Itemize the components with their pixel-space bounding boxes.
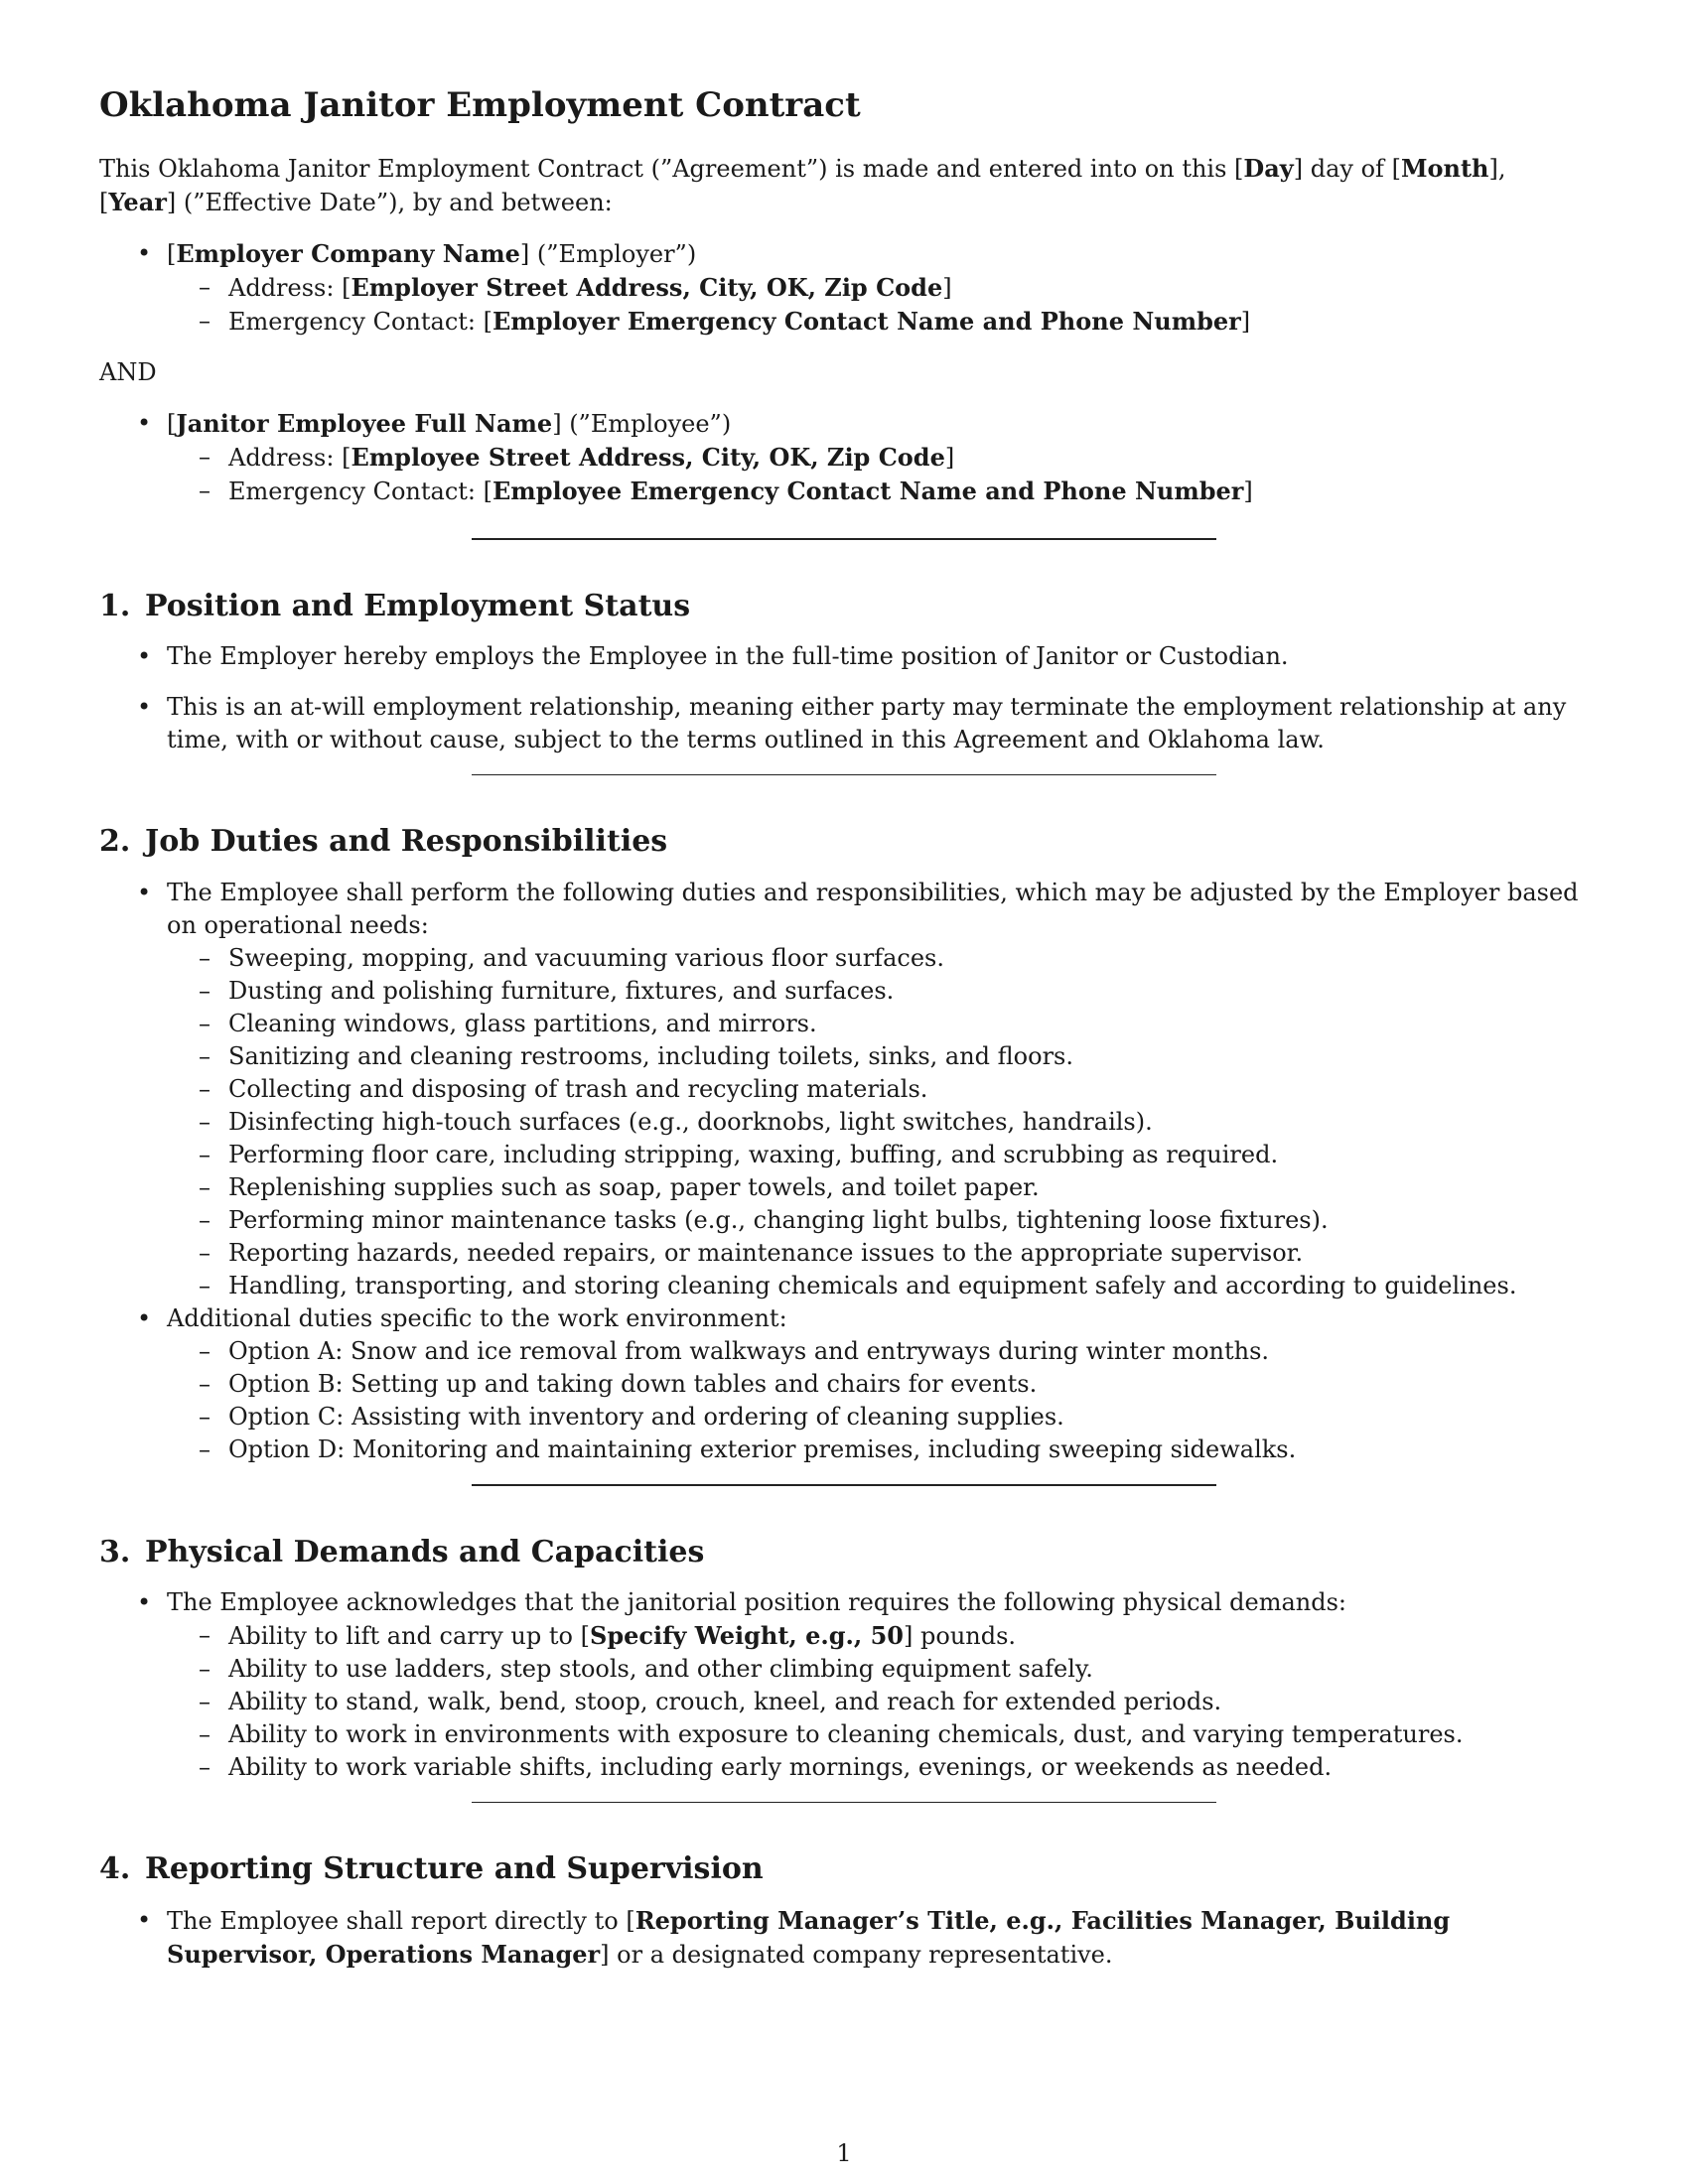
section-1-list xyxy=(99,640,1589,756)
employer-role: (”Employer”) xyxy=(529,239,697,268)
demands-lead: The Employee acknowledges that the janitorial position requires the following physical demands: xyxy=(167,1588,1346,1617)
employee-emergency-contact: – Emergency Contact: [Employee Emergency Contact Name and Phone Number] xyxy=(167,475,1589,508)
list-item: • The Employer hereby employs the Employee in the full-time position of Janitor or Custodian. xyxy=(99,640,1589,673)
list-item xyxy=(99,1302,1589,1466)
employee-address: – Address: [Employee Street Address, City, OK, Zip Code] xyxy=(167,441,1589,475)
employee-name-placeholder: Janitor Employee Full Name xyxy=(176,408,553,438)
lift-text: Ability to lift and carry up to xyxy=(228,1622,581,1651)
duty-item: – Performing minor maintenance tasks (e.g., changing light bulbs, tightening loose fixtures). xyxy=(167,1204,1589,1237)
duty-item: – Performing floor care, including stripping, waxing, buffing, and scrubbing as required. xyxy=(167,1139,1589,1171)
extra-duties-lead: Additional duties specific to the work environment: xyxy=(167,1303,787,1332)
section-number: 2. xyxy=(99,824,131,860)
section-number: 3. xyxy=(99,1534,131,1570)
section-divider xyxy=(472,538,1216,540)
duties-list xyxy=(167,942,1589,1302)
list-item xyxy=(99,1586,1589,1784)
address-label: Address: xyxy=(228,443,343,472)
section-divider xyxy=(472,1484,1216,1486)
document-page xyxy=(99,85,1589,1989)
duty-item: – Cleaning windows, glass partitions, and mirrors. xyxy=(167,1008,1589,1040)
section-heading xyxy=(99,588,1589,625)
employer-party-list xyxy=(99,237,1589,339)
duty-item: – Sweeping, mopping, and vacuuming various floor surfaces. xyxy=(167,942,1589,975)
duty-item: – Disinfecting high-touch surfaces (e.g., doorknobs, light switches, handrails). xyxy=(167,1106,1589,1139)
option-item: – Option A: Snow and ice removal from walkways and entryways during winter months. xyxy=(167,1335,1589,1368)
list-item: • The Employee shall report directly to [Reporting Manager’s Title, e.g., Facilities Manager, Building Supervisor, Operations Manager] or a designated company representative. xyxy=(99,1904,1589,1972)
employer-emergency-contact: – Emergency Contact: [Employer Emergency Contact Name and Phone Number] xyxy=(167,305,1589,339)
intro-paragraph: This Oklahoma Janitor Employment Contract (”Agreement”) is made and entered into on this [Day] day of [Month], [Year] (”Effective Date”), by and between: xyxy=(99,153,1506,216)
lift-text: pounds. xyxy=(913,1622,1017,1651)
document-title: Oklahoma Janitor Employment Contract xyxy=(99,85,861,125)
section-4-list xyxy=(99,1904,1589,1972)
option-item: – Option B: Setting up and taking down tables and chairs for events. xyxy=(167,1368,1589,1401)
duty-item: – Dusting and polishing furniture, fixtures, and surfaces. xyxy=(167,975,1589,1008)
section-heading xyxy=(99,1534,1589,1571)
reporting-text: or a designated company representative. xyxy=(609,1940,1113,1969)
demand-item: – Ability to work variable shifts, including early mornings, evenings, or weekends as needed. xyxy=(167,1751,1589,1784)
section-divider xyxy=(472,1802,1216,1803)
duty-item: – Replenishing supplies such as soap, paper towels, and toilet paper. xyxy=(167,1171,1589,1204)
section-3-list xyxy=(99,1586,1589,1784)
list-item: • This is an at-will employment relationship, meaning either party may terminate the employment relationship at any time, with or without cause, subject to the terms outlined in this Agreement and Oklahoma law. xyxy=(99,691,1589,756)
section-heading xyxy=(99,1850,1589,1888)
duty-item: – Sanitizing and cleaning restrooms, including toilets, sinks, and floors. xyxy=(167,1040,1589,1073)
section-2-list xyxy=(99,877,1589,1466)
employer-party: • [Employer Company Name] (”Employer”) – Address: [Employer Street Address, City, OK, Zip Code] – Emergency Contact: [Employer Emergency Contact Name and Phone Number] xyxy=(99,237,1589,339)
section-title: Physical Demands and Capacities xyxy=(145,1534,705,1570)
employer-address-placeholder: Employer Street Address, City, OK, Zip Code xyxy=(351,272,943,302)
page-number: 1 xyxy=(836,2139,852,2167)
employee-party: • [Janitor Employee Full Name] (”Employee”) – Address: [Employee Street Address, City, OK, Zip Code] – Emergency Contact: [Employee Emergency Contact Name and Phone Number] xyxy=(99,407,1589,508)
contact-label: Emergency Contact: xyxy=(228,307,484,336)
intro-text: (”Effective Date”), by and between: xyxy=(176,188,613,216)
day-placeholder: Day xyxy=(1243,153,1294,183)
demand-item: – Ability to use ladders, step stools, and other climbing equipment safely. xyxy=(167,1653,1589,1686)
weight-placeholder: Specify Weight, e.g., 50 xyxy=(589,1621,905,1651)
reporting-text: The Employee shall report directly to xyxy=(167,1906,627,1935)
section-title: Reporting Structure and Supervision xyxy=(145,1851,764,1887)
demand-item: – Ability to stand, walk, bend, stoop, crouch, kneel, and reach for extended periods. xyxy=(167,1686,1589,1718)
employer-name-placeholder: Employer Company Name xyxy=(176,238,520,268)
employer-address: – Address: [Employer Street Address, City, OK, Zip Code] xyxy=(167,271,1589,305)
section-number: 1. xyxy=(99,588,131,623)
section-title: Position and Employment Status xyxy=(145,588,691,623)
intro-text: , xyxy=(1497,154,1506,183)
employer-contact-placeholder: Employer Emergency Contact Name and Phone Number xyxy=(492,306,1241,336)
address-label: Address: xyxy=(228,273,343,302)
demand-item: – Ability to lift and carry up to [Specify Weight, e.g., 50] pounds. xyxy=(167,1619,1589,1653)
employee-contact-placeholder: Employee Emergency Contact Name and Phone Number xyxy=(492,476,1244,505)
intro-text: day of xyxy=(1303,154,1392,183)
year-placeholder: Year xyxy=(108,187,167,216)
duty-item: – Handling, transporting, and storing cleaning chemicals and equipment safely and according to guidelines. xyxy=(167,1270,1589,1302)
section-title: Job Duties and Responsibilities xyxy=(145,824,668,860)
option-item: – Option C: Assisting with inventory and ordering of cleaning supplies. xyxy=(167,1401,1589,1433)
option-item: – Option D: Monitoring and maintaining exterior premises, including sweeping sidewalks. xyxy=(167,1433,1589,1466)
month-placeholder: Month xyxy=(1400,153,1489,183)
employee-address-placeholder: Employee Street Address, City, OK, Zip Code xyxy=(351,442,945,472)
manager-placeholder: Reporting Manager’s Title, e.g., Facilities Manager, Building Supervisor, Operations Manager xyxy=(167,1905,1451,1969)
section-divider xyxy=(472,774,1216,775)
duty-item: – Reporting hazards, needed repairs, or maintenance issues to the appropriate supervisor. xyxy=(167,1237,1589,1270)
intro-text: This Oklahoma Janitor Employment Contract (”Agreement”) is made and entered into on this xyxy=(99,154,1235,183)
section-heading xyxy=(99,823,1589,861)
contact-label: Emergency Contact: xyxy=(228,477,484,505)
employee-role: (”Employee”) xyxy=(561,409,732,438)
employee-party-list xyxy=(99,407,1589,508)
section-number: 4. xyxy=(99,1851,131,1887)
list-item xyxy=(99,877,1589,1302)
demand-item: – Ability to work in environments with exposure to cleaning chemicals, dust, and varying temperatures. xyxy=(167,1718,1589,1751)
options-list xyxy=(167,1335,1589,1466)
duty-item: – Collecting and disposing of trash and recycling materials. xyxy=(167,1073,1589,1106)
demands-list xyxy=(167,1619,1589,1784)
and-separator: AND xyxy=(99,357,157,386)
duties-lead: The Employee shall perform the following duties and responsibilities, which may be adjusted by the Employer based on operational needs: xyxy=(167,878,1579,939)
